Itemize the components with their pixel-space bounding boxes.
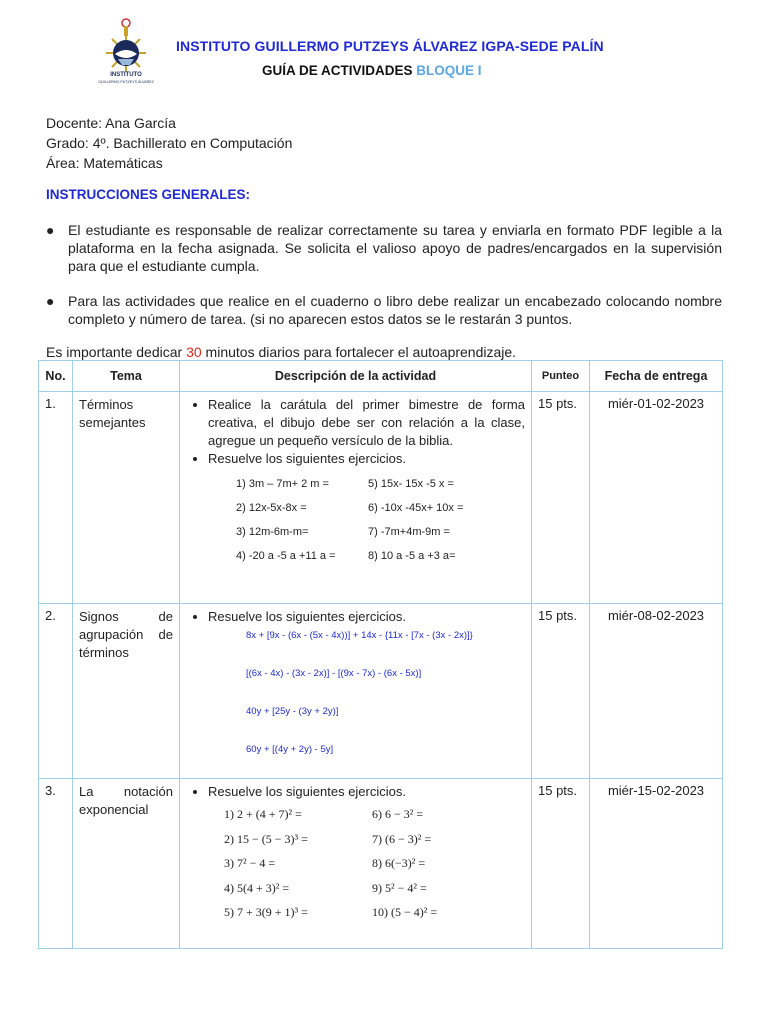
row-number: 2.: [45, 608, 56, 623]
logo-text: INSTITUTO: [110, 72, 142, 78]
exercise-item: 6) -10x -45x+ 10x =: [368, 502, 464, 514]
exercise-item: 5) 7 + 3(9 + 1)³ =: [224, 905, 308, 919]
exercise-item: 1) 2 + (4 + 7)² =: [224, 807, 302, 821]
row-due-date: miér-01-02-2023: [607, 396, 705, 411]
header-topic: Tema: [73, 361, 180, 392]
row-points: 15 pts.: [538, 608, 578, 623]
exercise-item: 10) (5 − 4)² =: [372, 905, 438, 919]
table-row: [39, 779, 723, 949]
row-topic: La notación exponencial: [79, 784, 173, 817]
description-bullet: • Resuelve los siguientes ejercicios.: [208, 608, 525, 626]
logo-subtext: GUILLERMO PUTZEYS ÁLVAREZ: [98, 80, 154, 84]
exercise-list: [236, 478, 531, 574]
header-description: Descripción de la actividad: [180, 361, 532, 392]
teacher-line: Docente: Ana García: [46, 115, 176, 131]
grade-line: Grado: 4º. Bachillerato en Computación: [46, 135, 293, 151]
row-number: 3.: [45, 783, 56, 798]
exercise-list: [246, 626, 531, 778]
exercise-item: 8) 6(−3)² =: [372, 856, 426, 870]
header-no: No.: [39, 361, 73, 392]
logo-caption: [94, 72, 158, 86]
exercise-item: 5) 15x- 15x -5 x =: [368, 478, 454, 490]
row-description: [180, 392, 531, 468]
exercise-list: [224, 807, 531, 930]
description-bullet: • Resuelve los siguientes ejercicios.: [208, 783, 525, 801]
exercise-item: [(6x - 4x) - (3x - 2x)] - [(9x - 7x) - (6x - 5x)]: [246, 668, 422, 679]
row-due-date: miér-08-02-2023: [607, 608, 705, 623]
table-row: [39, 392, 723, 604]
instructions-heading: INSTRUCCIONES GENERALES:: [46, 187, 251, 202]
exercise-item: 8) 10 a -5 a +3 a=: [368, 550, 456, 562]
exercise-item: 2) 15 − (5 − 3)³ =: [224, 831, 308, 846]
exercise-item: 7) -7m+4m-9m =: [368, 526, 450, 538]
note-minutes: 30: [186, 344, 202, 360]
exercise-item: 2) 12x-5x-8x =: [236, 502, 307, 514]
activities-table: [38, 360, 723, 949]
exercise-item: 3) 12m-6m-m=: [236, 526, 309, 538]
exercise-item: 4) 5(4 + 3)² =: [224, 880, 290, 895]
row-points: 15 pts.: [538, 396, 578, 411]
header-due-date: Fecha de entrega: [590, 361, 723, 392]
bullet-icon: ●: [46, 293, 55, 309]
table-header-row: [39, 361, 723, 392]
exercise-item: 4) -20 a -5 a +11 a =: [236, 550, 336, 562]
row-number: 1.: [45, 396, 56, 411]
row-topic: Signos de agrupación de términos: [79, 609, 173, 660]
row-description: [180, 604, 531, 626]
exercise-item: 3) 7² − 4 =: [224, 856, 276, 870]
description-bullet: • Realice la carátula del primer bimestre de forma creativa, el dibujo debe ser con relación a la clase, agregue un pequeño versículo de la biblia.: [208, 396, 525, 450]
exercise-item: 6) 6 − 3² =: [372, 807, 424, 821]
instruction-bullet-1: El estudiante es responsable de realizar correctamente su tarea y enviarla en formato PDF legible a la plataforma en la fecha asignada. Se solicita el valioso apoyo de padres/encargados en la supervisión para que el estudiante cumpla.: [68, 222, 722, 274]
note-text-end: minutos diarios para fortalecer el autoaprendizaje.: [201, 344, 517, 360]
exercise-item: 60y + [(4y + 2y) - 5y]: [246, 744, 334, 755]
instruction-bullet-2: Para las actividades que realice en el cuaderno o libro debe realizar un encabezado colocando nombre completo y número de tarea. (si no aparecen estos datos se le restarán 3 puntos.: [68, 293, 722, 327]
row-description: [180, 779, 531, 801]
note-text-start: Es importante dedicar: [46, 344, 187, 360]
header-points: Punteo: [532, 361, 590, 392]
guide-title-text: GUÍA DE ACTIVIDADES: [262, 63, 417, 78]
table-row: [39, 604, 723, 779]
study-time-note: [46, 344, 516, 360]
exercise-item: 40y + [25y - (3y + 2y)]: [246, 706, 339, 717]
row-due-date: miér-15-02-2023: [607, 783, 705, 798]
exercise-item: 9) 5² − 4² =: [372, 880, 427, 895]
row-topic: Términos semejantes: [79, 397, 146, 430]
exercise-item: 7) (6 − 3)² =: [372, 831, 432, 846]
institution-title: INSTITUTO GUILLERMO PUTZEYS ÁLVAREZ IGPA-SEDE PALÍN: [176, 38, 604, 54]
description-bullet: • Resuelve los siguientes ejercicios.: [208, 450, 525, 468]
area-line: Área: Matemáticas: [46, 155, 163, 171]
bullet-icon: ●: [46, 222, 55, 238]
guide-title: [262, 63, 482, 78]
guide-block: BLOQUE I: [416, 63, 482, 78]
exercise-item: 1) 3m – 7m+ 2 m =: [236, 478, 329, 490]
row-points: 15 pts.: [538, 783, 578, 798]
exercise-item: 8x + [9x - (6x - (5x - 4x))] + 14x - {11x - [7x - (3x - 2x)]}: [246, 630, 473, 641]
